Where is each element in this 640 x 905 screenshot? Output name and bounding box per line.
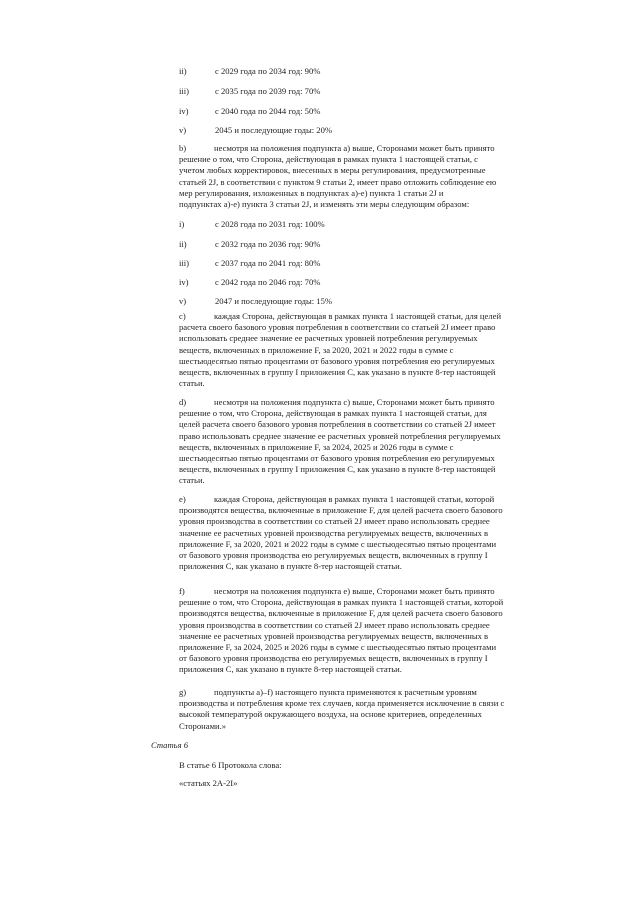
paragraph-line: каждая Сторона, действующая в рамках пункта 1 настоящей статьи, для целей bbox=[214, 311, 502, 321]
article-quote: «статьях 2А-2I» bbox=[179, 778, 238, 788]
list-item-text: с 2032 года по 2036 год: 90% bbox=[215, 239, 321, 249]
paragraph-line: веществ, включенных в приложение F, за 2024, 2025 и 2026 годы в сумме с bbox=[179, 441, 454, 452]
paragraph-f bbox=[179, 586, 581, 676]
paragraph-line: право использовать среднее значение ее расчетных уровней потребления регулируемых bbox=[179, 430, 501, 441]
paragraph-label: f) bbox=[179, 586, 185, 596]
paragraph-line: уровня производства в соответствии со статьей 2J имеет право использовать среднее bbox=[179, 516, 490, 527]
paragraph-line: статьей 2J, в соответствии с пунктом 9 статьи 2, имеет право отложить соблюдение ею bbox=[179, 176, 497, 187]
list-item-text: с 2040 года по 2044 год: 50% bbox=[215, 106, 321, 116]
paragraph-line: использовать среднее значение ее расчетных уровней потребления регулируемых bbox=[179, 333, 478, 344]
paragraph-line: производятся вещества, включенные в приложение F, для целей расчета своего базового bbox=[179, 505, 503, 516]
article-heading: Статья 6 bbox=[151, 740, 189, 750]
paragraph-b bbox=[179, 143, 581, 210]
paragraph-line: каждая Сторона, действующая в рамках пункта 1 настоящей статьи, которой bbox=[214, 494, 495, 504]
list-item-text: 2047 и последующие годы: 15% bbox=[215, 296, 333, 306]
paragraph-line: высокой температурой окружающего воздуха, на основе критериев, определенных bbox=[179, 709, 482, 720]
list-item-number: ii) bbox=[179, 239, 187, 249]
paragraph-d bbox=[179, 397, 581, 487]
paragraph-e bbox=[179, 494, 581, 572]
paragraph-line: мер регулирования, изложенных в подпунктах а)-е) пункта 1 статьи 2J и bbox=[179, 187, 444, 198]
paragraph-line: приложение F, за 2024, 2025 и 2026 годы в сумме с шестьюдесятью пятью процентами bbox=[179, 642, 497, 653]
paragraph-line: приложение F, за 2020, 2021 и 2022 годы в сумме с шестьюдесятью пятью процентами bbox=[179, 538, 497, 549]
paragraph-line: веществ, включенных в приложение F, за 2020, 2021 и 2022 годы в сумме с bbox=[179, 344, 454, 355]
list-item-number: iii) bbox=[179, 86, 190, 96]
paragraph-line: целей расчета своего базового уровня потребления в соответствии со статьей 2J имеет bbox=[179, 419, 496, 430]
paragraph-label: b) bbox=[179, 143, 187, 153]
list-item-text: с 2029 года по 2034 год: 90% bbox=[215, 66, 321, 76]
paragraph-label: g) bbox=[179, 687, 187, 697]
paragraph-label: c) bbox=[179, 311, 186, 321]
paragraph-line: решение о том, что Сторона, действующая в рамках пункта 1 настоящей статьи, которой bbox=[179, 597, 504, 608]
list-item-number: i) bbox=[179, 219, 185, 229]
paragraph-line: учетом любых корректировок, внесенных в меры регулирования, предусмотренные bbox=[179, 165, 486, 176]
list-item-number: iii) bbox=[179, 258, 190, 268]
paragraph-line: подпункты а)–f) настоящего пункта применяются к расчетным уровням bbox=[214, 687, 477, 697]
paragraph-line: расчета своего базового уровня потребления в соответствии со статьей 2J имеет право bbox=[179, 322, 496, 333]
paragraph-line: производства и потребления кроме тех случаев, когда применяется исключение в связи с bbox=[179, 698, 505, 709]
paragraph-line: статьи. bbox=[179, 378, 205, 389]
paragraph-g bbox=[179, 687, 581, 732]
paragraph-c bbox=[179, 311, 581, 389]
paragraph-line: производятся вещества, включенные в приложение F, для целей расчета своего базового bbox=[179, 608, 503, 619]
paragraph-line: веществ, включенных в группу I приложения С, как указано в пункте 8-тер настоящей bbox=[179, 464, 496, 475]
article-intro: В статье 6 Протокола слова: bbox=[179, 760, 282, 770]
paragraph-line: шестьюдесятью пятью процентами от базового уровня потребления ею регулируемых bbox=[179, 453, 495, 464]
paragraph-label: d) bbox=[179, 397, 187, 407]
list-item-number: v) bbox=[179, 296, 187, 306]
paragraph-line: несмотря на положения подпункта с) выше, Сторонами может быть принято bbox=[214, 397, 495, 407]
paragraph-line: приложения С, как указано в пункте 8-тер настоящей статьи. bbox=[179, 561, 402, 572]
paragraph-line: веществ, включенных в группу I приложения С, как указано в пункте 8-тер настоящей bbox=[179, 367, 496, 378]
list-item-number: iv) bbox=[179, 277, 189, 287]
list-item-text: с 2028 года по 2031 год: 100% bbox=[215, 219, 325, 229]
paragraph-line: решение о том, что Сторона, действующая в рамках пункта 1 настоящей статьи, для bbox=[179, 408, 487, 419]
paragraph-label: e) bbox=[179, 494, 186, 504]
paragraph-line: значение ее расчетных уровней производства регулируемых веществ, включенных в bbox=[179, 630, 489, 641]
paragraph-line: от базового уровня производства ею регулируемых веществ, включенных в группу I bbox=[179, 653, 488, 664]
paragraph-line: несмотря на положения подпункта е) выше, Сторонами может быть принято bbox=[214, 586, 495, 596]
list-item-text: с 2037 года по 2041 год: 80% bbox=[215, 258, 321, 268]
list-item-text: 2045 и последующие годы: 20% bbox=[215, 125, 333, 135]
paragraph-line: Сторонами.» bbox=[179, 720, 227, 731]
paragraph-line: статьи. bbox=[179, 475, 205, 486]
list-item-number: iv) bbox=[179, 106, 189, 116]
list-item-number: v) bbox=[179, 125, 187, 135]
list-item-number: ii) bbox=[179, 66, 187, 76]
paragraph-line: от базового уровня производства ею регулируемых веществ, включенных в группу I bbox=[179, 550, 488, 561]
list-item-text: с 2035 года по 2039 год: 70% bbox=[215, 86, 321, 96]
paragraph-line: приложения С, как указано в пункте 8-тер настоящей статьи. bbox=[179, 664, 402, 675]
list-item-text: с 2042 года по 2046 год: 70% bbox=[215, 277, 321, 287]
paragraph-line: шестьюдесятью пятью процентами от базового уровня потребления ею регулируемых bbox=[179, 355, 495, 366]
paragraph-line: несмотря на положения подпункта а) выше, Сторонами может быть принято bbox=[214, 143, 495, 153]
paragraph-line: уровня производства в соответствии со статьей 2J имеет право использовать среднее bbox=[179, 619, 490, 630]
paragraph-line: подпунктах а)-е) пункта 3 статьи 2J, и изменять эти меры следующим образом: bbox=[179, 199, 470, 210]
paragraph-line: решение о том, что Сторона, действующая в рамках пункта 1 настоящей статьи, с bbox=[179, 154, 478, 165]
paragraph-line: значение ее расчетных уровней производства регулируемых веществ, включенных в bbox=[179, 527, 489, 538]
